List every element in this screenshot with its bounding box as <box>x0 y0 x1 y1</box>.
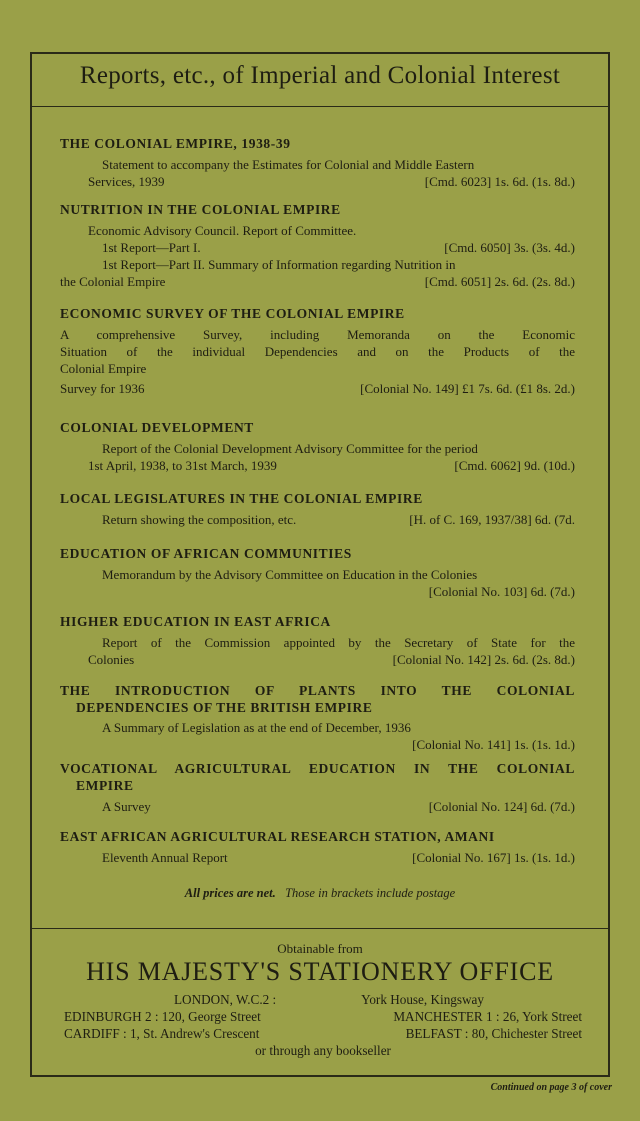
entry-price: [Colonial No. 167] 1s. (1s. 1d.) <box>412 850 575 865</box>
entry-price: [Colonial No. 141] 1s. (1s. 1d.) <box>412 737 575 752</box>
price-note-bold: All prices are net. <box>184 886 276 900</box>
entry-price: [Colonial No. 142] 2s. 6d. (2s. 8d.) <box>392 652 575 667</box>
address-left: LONDON, W.C.2 : <box>174 992 277 1007</box>
section-plants-introduction <box>60 682 575 753</box>
entry-label: Eleventh Annual Report <box>102 850 228 865</box>
entry-price: [Cmd. 6050] 3s. (3s. 4d.) <box>444 240 575 255</box>
address-right: MANCHESTER 1 : 26, York Street <box>393 1009 582 1024</box>
entry-label: Survey for 1936 <box>60 381 145 396</box>
section-heading: HIGHER EDUCATION IN EAST AFRICA <box>60 614 331 629</box>
section-colonial-development <box>60 419 575 474</box>
section-heading: EDUCATION OF AFRICAN COMMUNITIES <box>60 546 352 561</box>
entry-price: [Cmd. 6023] 1s. 6d. (1s. 8d.) <box>424 174 575 189</box>
section-entry <box>60 239 575 256</box>
entry-price: [H. of C. 169, 1937/38] 6d. (7d. <box>409 512 575 527</box>
section-heading-continued: EMPIRE <box>76 778 134 793</box>
section-entry <box>60 273 575 290</box>
entry-price: [Cmd. 6062] 9d. (10d.) <box>454 458 575 473</box>
section-nutrition <box>60 201 575 290</box>
address-left: EDINBURGH 2 : 120, George Street <box>64 1009 261 1024</box>
section-text: 1st Report—Part II. Summary of Information regarding Nutrition in <box>102 257 456 272</box>
section-heading: THE INTRODUCTION OF PLANTS INTO THE COLONIAL <box>60 683 575 698</box>
entry-label: 1st Report—Part I. <box>102 240 201 255</box>
section-text: A comprehensive Survey, including Memoranda on the Economic <box>60 327 575 342</box>
section-text: Report of the Colonial Development Advisory Committee for the period <box>102 441 478 456</box>
address-right: BELFAST : 80, Chichester Street <box>405 1026 582 1041</box>
publisher-name: HIS MAJESTY'S STATIONERY OFFICE <box>86 957 554 986</box>
entry-price: [Colonial No. 124] 6d. (7d.) <box>428 799 575 814</box>
entry-price: [Colonial No. 103] 6d. (7d.) <box>428 584 575 599</box>
entry-label: A Survey <box>102 799 151 814</box>
section-text: Report of the Commission appointed by the Secretary of State for the <box>102 635 575 650</box>
entry-label: 1st April, 1938, to 31st March, 1939 <box>88 458 277 473</box>
section-heading-continued: DEPENDENCIES OF THE BRITISH EMPIRE <box>76 700 373 715</box>
entry-price: [Cmd. 6051] 2s. 6d. (2s. 8d.) <box>424 274 575 289</box>
section-heading: LOCAL LEGISLATURES IN THE COLONIAL EMPIRE <box>60 491 423 506</box>
section-economic-survey <box>60 305 575 397</box>
section-entry <box>60 849 575 866</box>
entry-label: Return showing the composition, etc. <box>102 512 297 527</box>
section-entry <box>60 798 575 815</box>
price-note <box>30 886 610 901</box>
title-divider <box>30 106 610 107</box>
section-heading: VOCATIONAL AGRICULTURAL EDUCATION IN THE COLONIAL <box>60 761 575 776</box>
continued-note: Continued on page 3 of cover <box>490 1082 612 1093</box>
section-local-legislatures <box>60 490 575 528</box>
obtainable-label: Obtainable from <box>277 941 363 956</box>
section-entry <box>60 583 575 600</box>
section-african-education <box>60 545 575 600</box>
page-border-right <box>608 52 610 1077</box>
section-higher-education <box>60 613 575 668</box>
address-left: CARDIFF : 1, St. Andrew's Crescent <box>64 1026 260 1041</box>
price-note-rest: Those in brackets include postage <box>285 886 456 900</box>
section-text: A Summary of Legislation as at the end of December, 1936 <box>102 720 411 735</box>
address-last: or through any bookseller <box>255 1043 391 1058</box>
entry-label: the Colonial Empire <box>60 274 166 289</box>
section-heading: NUTRITION IN THE COLONIAL EMPIRE <box>60 202 341 217</box>
section-entry <box>60 173 575 190</box>
address-row-edinburgh <box>64 1008 582 1026</box>
section-text: Colonial Empire <box>60 361 147 376</box>
footer-divider <box>30 928 610 929</box>
section-entry <box>60 736 575 753</box>
section-vocational-education <box>60 760 575 815</box>
section-amani-research <box>60 828 575 866</box>
section-entry <box>60 511 575 528</box>
address-row-london <box>64 991 484 1009</box>
section-entry <box>60 457 575 474</box>
page-title: Reports, etc., of Imperial and Colonial Interest <box>79 62 561 89</box>
section-text: Situation of the individual Dependencies and on the Products of the <box>60 344 575 359</box>
section-text: Economic Advisory Council. Report of Committee. <box>88 223 357 238</box>
entry-label: Colonies <box>88 652 135 667</box>
section-heading: EAST AFRICAN AGRICULTURAL RESEARCH STATION, AMANI <box>60 829 495 844</box>
entry-price: [Colonial No. 149] £1 7s. 6d. (£1 8s. 2d.) <box>360 381 575 396</box>
section-entry <box>60 380 575 397</box>
entry-label: Services, 1939 <box>88 174 165 189</box>
section-text: Memorandum by the Advisory Committee on Education in the Colonies <box>102 567 478 582</box>
section-entry <box>60 651 575 668</box>
address-row-cardiff <box>64 1025 582 1043</box>
section-heading: THE COLONIAL EMPIRE, 1938-39 <box>60 136 291 151</box>
section-text: Statement to accompany the Estimates for Colonial and Middle Eastern <box>102 157 475 172</box>
address-right: York House, Kingsway <box>361 992 484 1007</box>
section-heading: COLONIAL DEVELOPMENT <box>60 420 254 435</box>
section-colonial-empire <box>60 135 575 190</box>
section-heading: ECONOMIC SURVEY OF THE COLONIAL EMPIRE <box>60 306 405 321</box>
